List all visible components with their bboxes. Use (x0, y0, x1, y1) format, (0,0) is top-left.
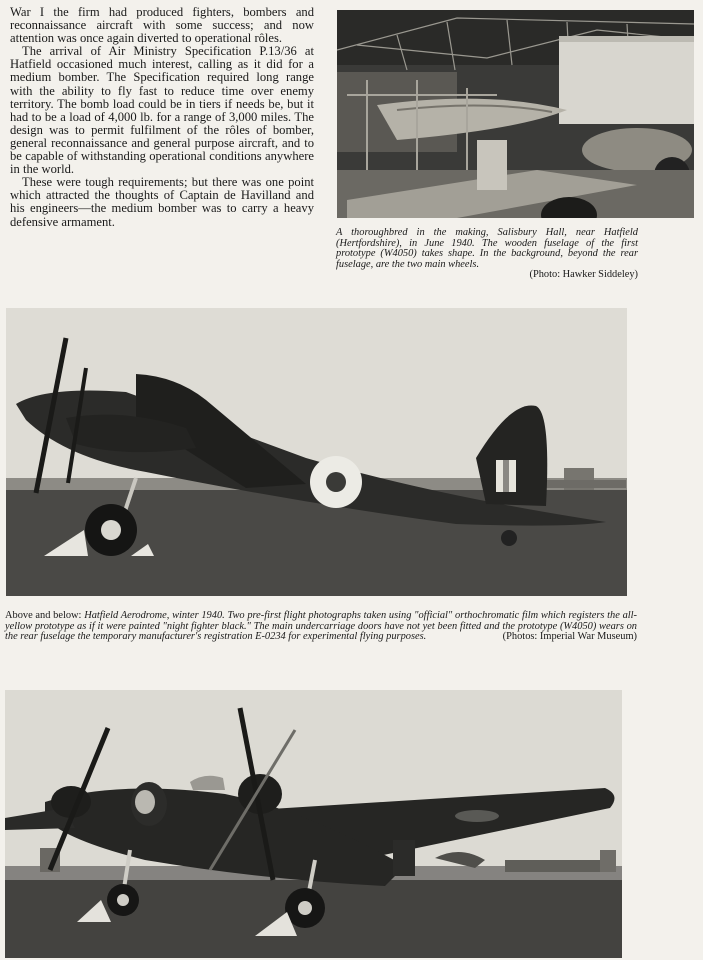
workshop-photo-caption (336, 228, 638, 281)
article-paragraph-1: War I the firm had produced fighters, bombers and reconnaissance aircraft with some success; and now attention was once again diverted to operational rôles. (10, 5, 314, 46)
article-paragraph-2: The arrival of Air Ministry Specification P.13/36 at Hatfield occasioned much interest, calling as it did for a medium bomber. The Specification required long range with the ability to fly fast to reduce time over enemy territory. The bomb load could be in tiers if needs be, but it had to be a load of 4,000 lb. for a range of 3,000 miles. The design was to permit fulfilment of the rôles of bomber, general reconnaissance and general purpose aircraft, and to be capable of withstanding operational conditions anywhere in the world. (10, 44, 314, 177)
aerodrome-caption-text: Hatfield Aerodrome, winter 1940. Two pre-first flight photographs taken using "official" orthochromatic film which registers the all-yellow prototype as if it were painted "night fighter black." The main undercarriage doors have not yet been fitted and the prototype (W4050) wears on the rear fuselage the temporary manufacturer's registration E-0234 for experimental flying purposes. (5, 610, 637, 643)
workshop-photo-credit: (Photo: Hawker Siddeley) (529, 269, 638, 281)
workshop-caption-text: A thoroughbred in the making, Salisbury Hall, near Hatfield (Hertfordshire), in June 1940. The wooden fuselage of the first prototype (W4050) takes shape. In the background, beyond the rear fuselage, are the two main wheels. (336, 227, 638, 270)
workshop-photo (337, 10, 694, 218)
article-paragraph-3: These were tough requirements; but there was one point which attracted the thoughts of Captain de Havilland and his engineers—the medium bomber was to carry a heavy defensive armament. (10, 175, 314, 229)
article-text-column (10, 6, 314, 229)
aerodrome-photos-caption (5, 611, 637, 643)
aircraft-front-photo (5, 690, 622, 958)
aircraft-side-photo (6, 308, 627, 596)
aerodrome-caption-lead: Above and below: (5, 610, 82, 621)
aerodrome-photos-credit: (Photos: Imperial War Museum) (502, 631, 637, 643)
